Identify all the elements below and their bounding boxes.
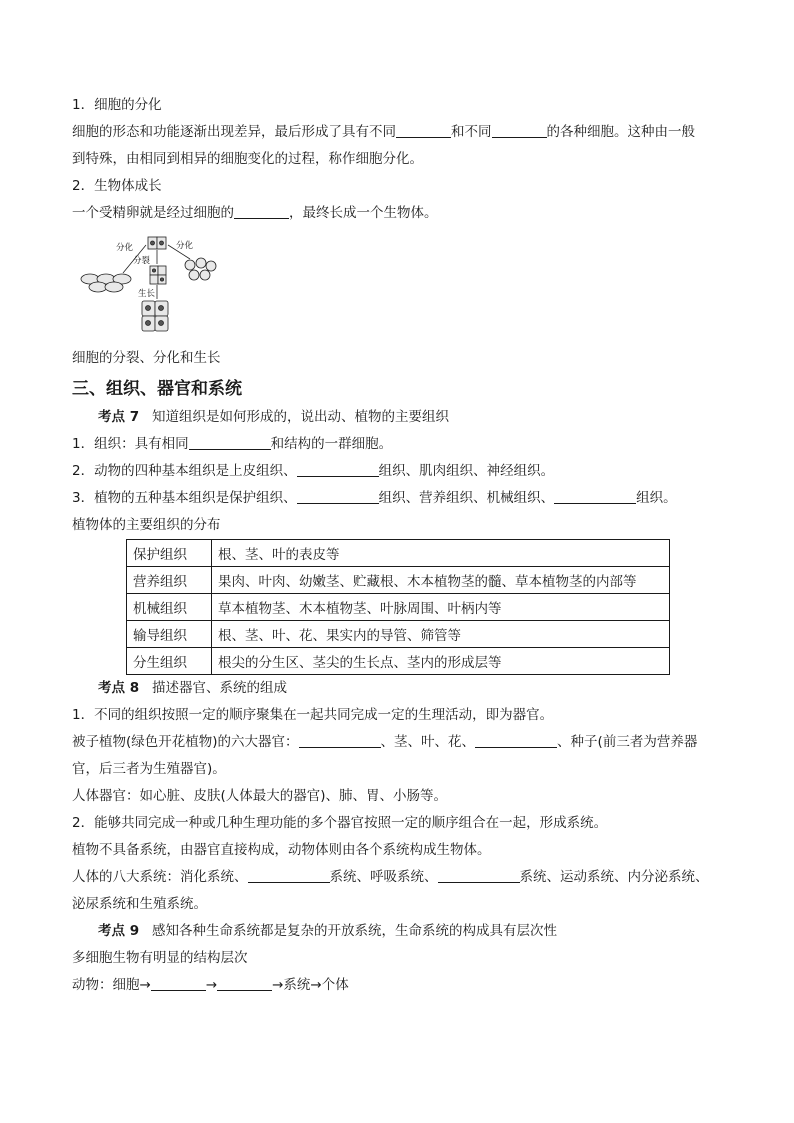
tissue-distribution: 根、茎、叶的表皮等 [212, 540, 670, 567]
fill-blank[interactable] [297, 461, 379, 477]
paragraph-differentiation-cont: 到特殊，由相同到相异的细胞变化的过程，称作细胞分化。 [72, 151, 423, 167]
text: 系统、运动系统、内分泌系统、 [519, 869, 709, 885]
text: 组织、营养组织、机械组织、 [378, 490, 555, 506]
tissue-distribution: 草本植物茎、木本植物茎、叶脉周围、叶柄内等 [212, 594, 670, 621]
label-growth: 生长 [138, 289, 156, 299]
text: 细胞的形态和功能逐渐出现差异，最后形成了具有不同 [72, 124, 396, 140]
human-organs: 人体器官：如心脏、皮肤(人体最大的器官)、肺、胃、小肠等。 [72, 788, 448, 804]
fill-blank[interactable] [299, 732, 381, 748]
tissue-name: 机械组织 [127, 594, 212, 621]
tissue-name: 输导组织 [127, 621, 212, 648]
animal-levels [72, 972, 732, 999]
text: → [205, 977, 218, 993]
text: 1．组织：具有相同 [72, 436, 189, 452]
fill-blank[interactable] [554, 488, 636, 504]
section-heading: 三、组织、器官和系统 [72, 379, 242, 399]
paragraph-differentiation [72, 119, 732, 146]
human-systems [72, 864, 732, 891]
organ-definition: 1．不同的组织按照一定的顺序聚集在一起共同完成一定的生理活动，即为器官。 [72, 707, 554, 723]
text: 一个受精卵就是经过细胞的 [72, 205, 234, 221]
fill-blank[interactable] [189, 434, 271, 450]
fill-blank[interactable] [248, 867, 330, 883]
kaodian-text: 描述器官、系统的组成 [151, 680, 287, 696]
system-definition: 2．能够共同完成一种或几种生理功能的多个器官按照一定的顺序组合在一起，形成系统。 [72, 815, 608, 831]
table-row [127, 540, 670, 567]
fill-blank[interactable] [492, 122, 547, 138]
text: ，最终长成一个生物体。 [289, 205, 438, 221]
fill-blank[interactable] [217, 975, 272, 991]
human-systems-cont: 泌尿系统和生殖系统。 [72, 896, 207, 912]
tissue-distribution: 根、茎、叶、花、果实内的导管、筛管等 [212, 621, 670, 648]
document-page [72, 92, 732, 999]
plant-organs-cont: 官，后三者为生殖器官)。 [72, 761, 226, 777]
tissue-distribution: 根尖的分生区、茎尖的生长点、茎内的形成层等 [212, 648, 670, 675]
structural-levels: 多细胞生物有明显的结构层次 [72, 950, 248, 966]
section-title-cell-differentiation: 1．细胞的分化 [72, 97, 162, 113]
plant-organs [72, 729, 732, 756]
text: 组织、肌肉组织、神经组织。 [378, 463, 555, 479]
kaodian-7 [72, 404, 732, 431]
table-row [127, 621, 670, 648]
kaodian-9 [72, 918, 732, 945]
text: 组织。 [636, 490, 677, 506]
plant-tissues [72, 485, 732, 512]
text: 和结构的一群细胞。 [270, 436, 393, 452]
plant-no-system: 植物不具备系统，由器官直接构成，动物体则由各个系统构成生物体。 [72, 842, 491, 858]
fill-blank[interactable] [151, 975, 206, 991]
text: 的各种细胞。这种由一般 [546, 124, 695, 140]
table-row [127, 594, 670, 621]
table-row [127, 648, 670, 675]
kaodian-text: 知道组织是如何形成的，说出动、植物的主要组织 [151, 409, 449, 425]
plant-tissue-table [126, 539, 670, 675]
label-differentiation-left: 分化 [116, 243, 134, 253]
fill-blank[interactable] [297, 488, 379, 504]
table-row [127, 567, 670, 594]
kaodian-8 [72, 675, 732, 702]
kaodian-label: 考点 9 [98, 923, 140, 939]
kaodian-label: 考点 8 [98, 680, 140, 696]
cell-division-diagram [78, 235, 228, 335]
text: 、种子(前三者为营养器 [557, 734, 698, 750]
kaodian-text: 感知各种生命系统都是复杂的开放系统，生命系统的构成具有层次性 [151, 923, 557, 939]
text: 人体的八大系统：消化系统、 [72, 869, 248, 885]
section-title-organism-growth: 2．生物体成长 [72, 178, 162, 194]
figure-caption: 细胞的分裂、分化和生长 [72, 350, 221, 366]
table-title: 植物体的主要组织的分布 [72, 517, 221, 533]
text: 被子植物(绿色开花植物)的六大器官： [72, 734, 299, 750]
fill-blank[interactable] [475, 732, 557, 748]
text: 3．植物的五种基本组织是保护组织、 [72, 490, 297, 506]
tissue-name: 分生组织 [127, 648, 212, 675]
text: 和不同 [451, 124, 492, 140]
tissue-name: 营养组织 [127, 567, 212, 594]
text: 、茎、叶、花、 [380, 734, 476, 750]
fill-blank[interactable] [438, 867, 520, 883]
fill-blank[interactable] [396, 122, 451, 138]
paragraph-growth [72, 200, 732, 227]
tissue-name: 保护组织 [127, 540, 212, 567]
tissue-definition [72, 431, 732, 458]
text: 动物：细胞→ [72, 977, 151, 993]
tissue-distribution: 果肉、叶肉、幼嫩茎、贮藏根、木本植物茎的髓、草本植物茎的内部等 [212, 567, 670, 594]
text: 2．动物的四种基本组织是上皮组织、 [72, 463, 297, 479]
label-division: 分裂 [133, 256, 151, 266]
text: →系统→个体 [272, 977, 349, 993]
label-differentiation-right: 分化 [176, 241, 194, 251]
animal-tissues [72, 458, 732, 485]
text: 系统、呼吸系统、 [329, 869, 438, 885]
kaodian-label: 考点 7 [98, 409, 140, 425]
fill-blank[interactable] [234, 203, 289, 219]
